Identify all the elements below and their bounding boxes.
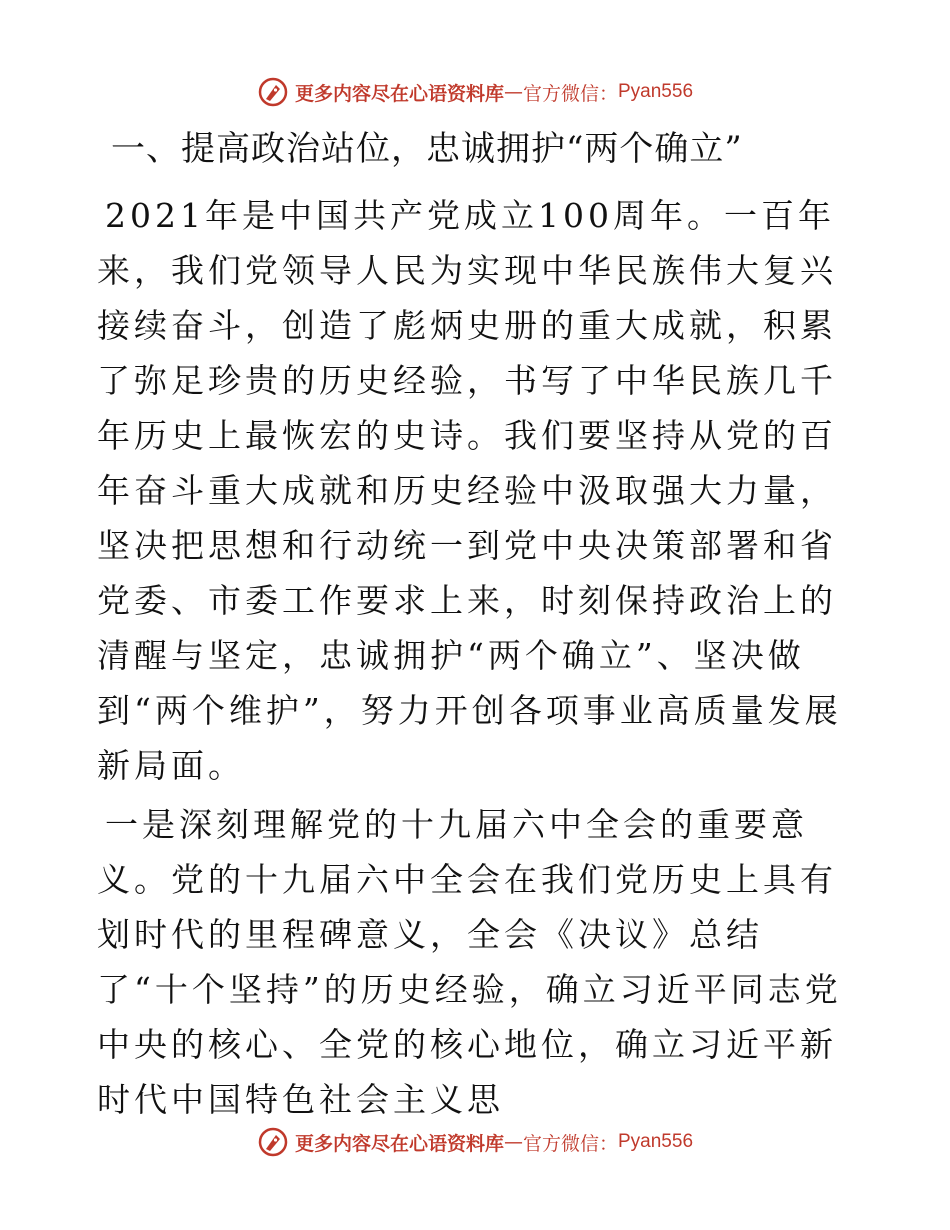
watermark-separator: —	[503, 1131, 523, 1153]
section-heading: 一、提高政治站位，忠诚拥护“两个确立”	[111, 129, 743, 169]
pen-nib-logo-icon	[257, 76, 289, 108]
pen-nib-logo-icon	[257, 1126, 289, 1158]
watermark-text: 更多内容尽在心语资料库	[294, 1132, 504, 1155]
watermark-wechat-id: Pyan556	[618, 1131, 694, 1152]
watermark-footer	[0, 1122, 950, 1162]
watermark-wechat-label: 官方微信：	[522, 82, 618, 105]
paragraph: 一是深刻理解党的十九届六中全会的重要意义。党的十九届六中全会在我们党历史上具有划时代的里程碑意义，全会《决议》总结了“十个坚持”的历史经验，确立习近平同志党中央的核心、全党的核心地位，确立习近平新时代中国特色社会主义思	[97, 805, 842, 1119]
document-body	[97, 118, 857, 1127]
watermark-wechat-id: Pyan556	[618, 81, 694, 102]
watermark-separator: —	[503, 81, 523, 103]
watermark-text: 更多内容尽在心语资料库	[294, 82, 504, 105]
watermark-wechat-label: 官方微信：	[522, 1132, 618, 1155]
paragraph: 2021年是中国共产党成立100周年。一百年来，我们党领导人民为实现中华民族伟大复兴接续奋斗，创造了彪炳史册的重大成就，积累了弥足珍贵的历史经验，书写了中华民族几千年历史上最恢宏的史诗。我们要坚持从党的百年奋斗重大成就和历史经验中汲取强大力量，坚决把思想和行动统一到党中央决策部署和省党委、市委工作要求上来，时刻保持政治上的清醒与坚定，忠诚拥护“两个确立”、坚决做到“两个维护”，努力开创各项事业高质量发展新局面。	[97, 196, 842, 785]
watermark-header	[0, 72, 950, 112]
